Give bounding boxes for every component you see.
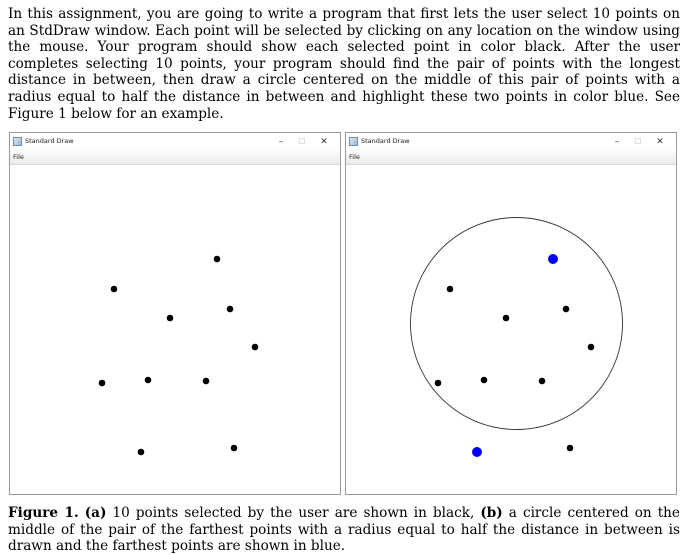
point bbox=[227, 306, 234, 313]
point bbox=[145, 377, 152, 384]
draw-canvas-a[interactable] bbox=[10, 165, 340, 494]
point bbox=[231, 445, 238, 452]
stddraw-window-a bbox=[9, 132, 341, 495]
caption-text-a: 10 points selected by the user are shown in black, bbox=[106, 505, 481, 521]
caption-part-b: (b) bbox=[480, 505, 503, 521]
farthest-point bbox=[548, 254, 558, 264]
point bbox=[481, 377, 488, 384]
farthest-point bbox=[472, 447, 482, 457]
point bbox=[203, 378, 210, 385]
file-menu[interactable]: File bbox=[13, 153, 24, 161]
figure-caption bbox=[8, 505, 680, 555]
point bbox=[447, 286, 454, 293]
point bbox=[563, 306, 570, 313]
maximize-button[interactable]: ☐ bbox=[298, 137, 306, 146]
minimize-button[interactable]: – bbox=[614, 137, 620, 147]
maximize-button[interactable]: ☐ bbox=[634, 137, 642, 146]
caption-text-b: a circle centered on the middle of the pair of the farthest points with a radius equal to half the distance in between is drawn and the farthest points are shown in blue. bbox=[8, 505, 680, 555]
caption-label: Figure 1. bbox=[8, 505, 79, 521]
point bbox=[539, 378, 546, 385]
point bbox=[214, 256, 221, 263]
close-button[interactable]: ✕ bbox=[320, 137, 328, 147]
draw-canvas-b[interactable] bbox=[346, 165, 676, 494]
enclosing-circle bbox=[411, 218, 623, 430]
point bbox=[435, 380, 442, 387]
point bbox=[138, 449, 145, 456]
title-bar bbox=[346, 133, 676, 151]
java-app-icon bbox=[349, 137, 358, 146]
file-menu[interactable]: File bbox=[349, 153, 360, 161]
point bbox=[588, 344, 595, 351]
stddraw-window-b bbox=[345, 132, 677, 495]
menu-bar bbox=[346, 151, 676, 165]
point bbox=[252, 344, 259, 351]
point bbox=[167, 315, 174, 322]
java-app-icon bbox=[13, 137, 22, 146]
window-title: Standard Draw bbox=[361, 137, 410, 145]
point bbox=[503, 315, 510, 322]
title-bar bbox=[10, 133, 340, 151]
assignment-paragraph: In this assignment, you are going to write a program that first lets the user select 10 points on an StdDraw window. Each point will be selected by clicking on any location on the window using the mouse. Your program should show each selected point in color black. After the user completes selecting 10 points, your program should find the pair of points with the longest distance in between, then draw a circle centered on the middle of this pair of points with a radius equal to half the distance in between and highlight these two points in color blue. See Figure 1 below for an example. bbox=[8, 6, 680, 122]
minimize-button[interactable]: – bbox=[278, 137, 284, 147]
point bbox=[567, 445, 574, 452]
menu-bar bbox=[10, 151, 340, 165]
close-button[interactable]: ✕ bbox=[656, 137, 664, 147]
window-title: Standard Draw bbox=[25, 137, 74, 145]
caption-part-a: (a) bbox=[84, 505, 107, 521]
point bbox=[111, 286, 118, 293]
point bbox=[99, 380, 106, 387]
